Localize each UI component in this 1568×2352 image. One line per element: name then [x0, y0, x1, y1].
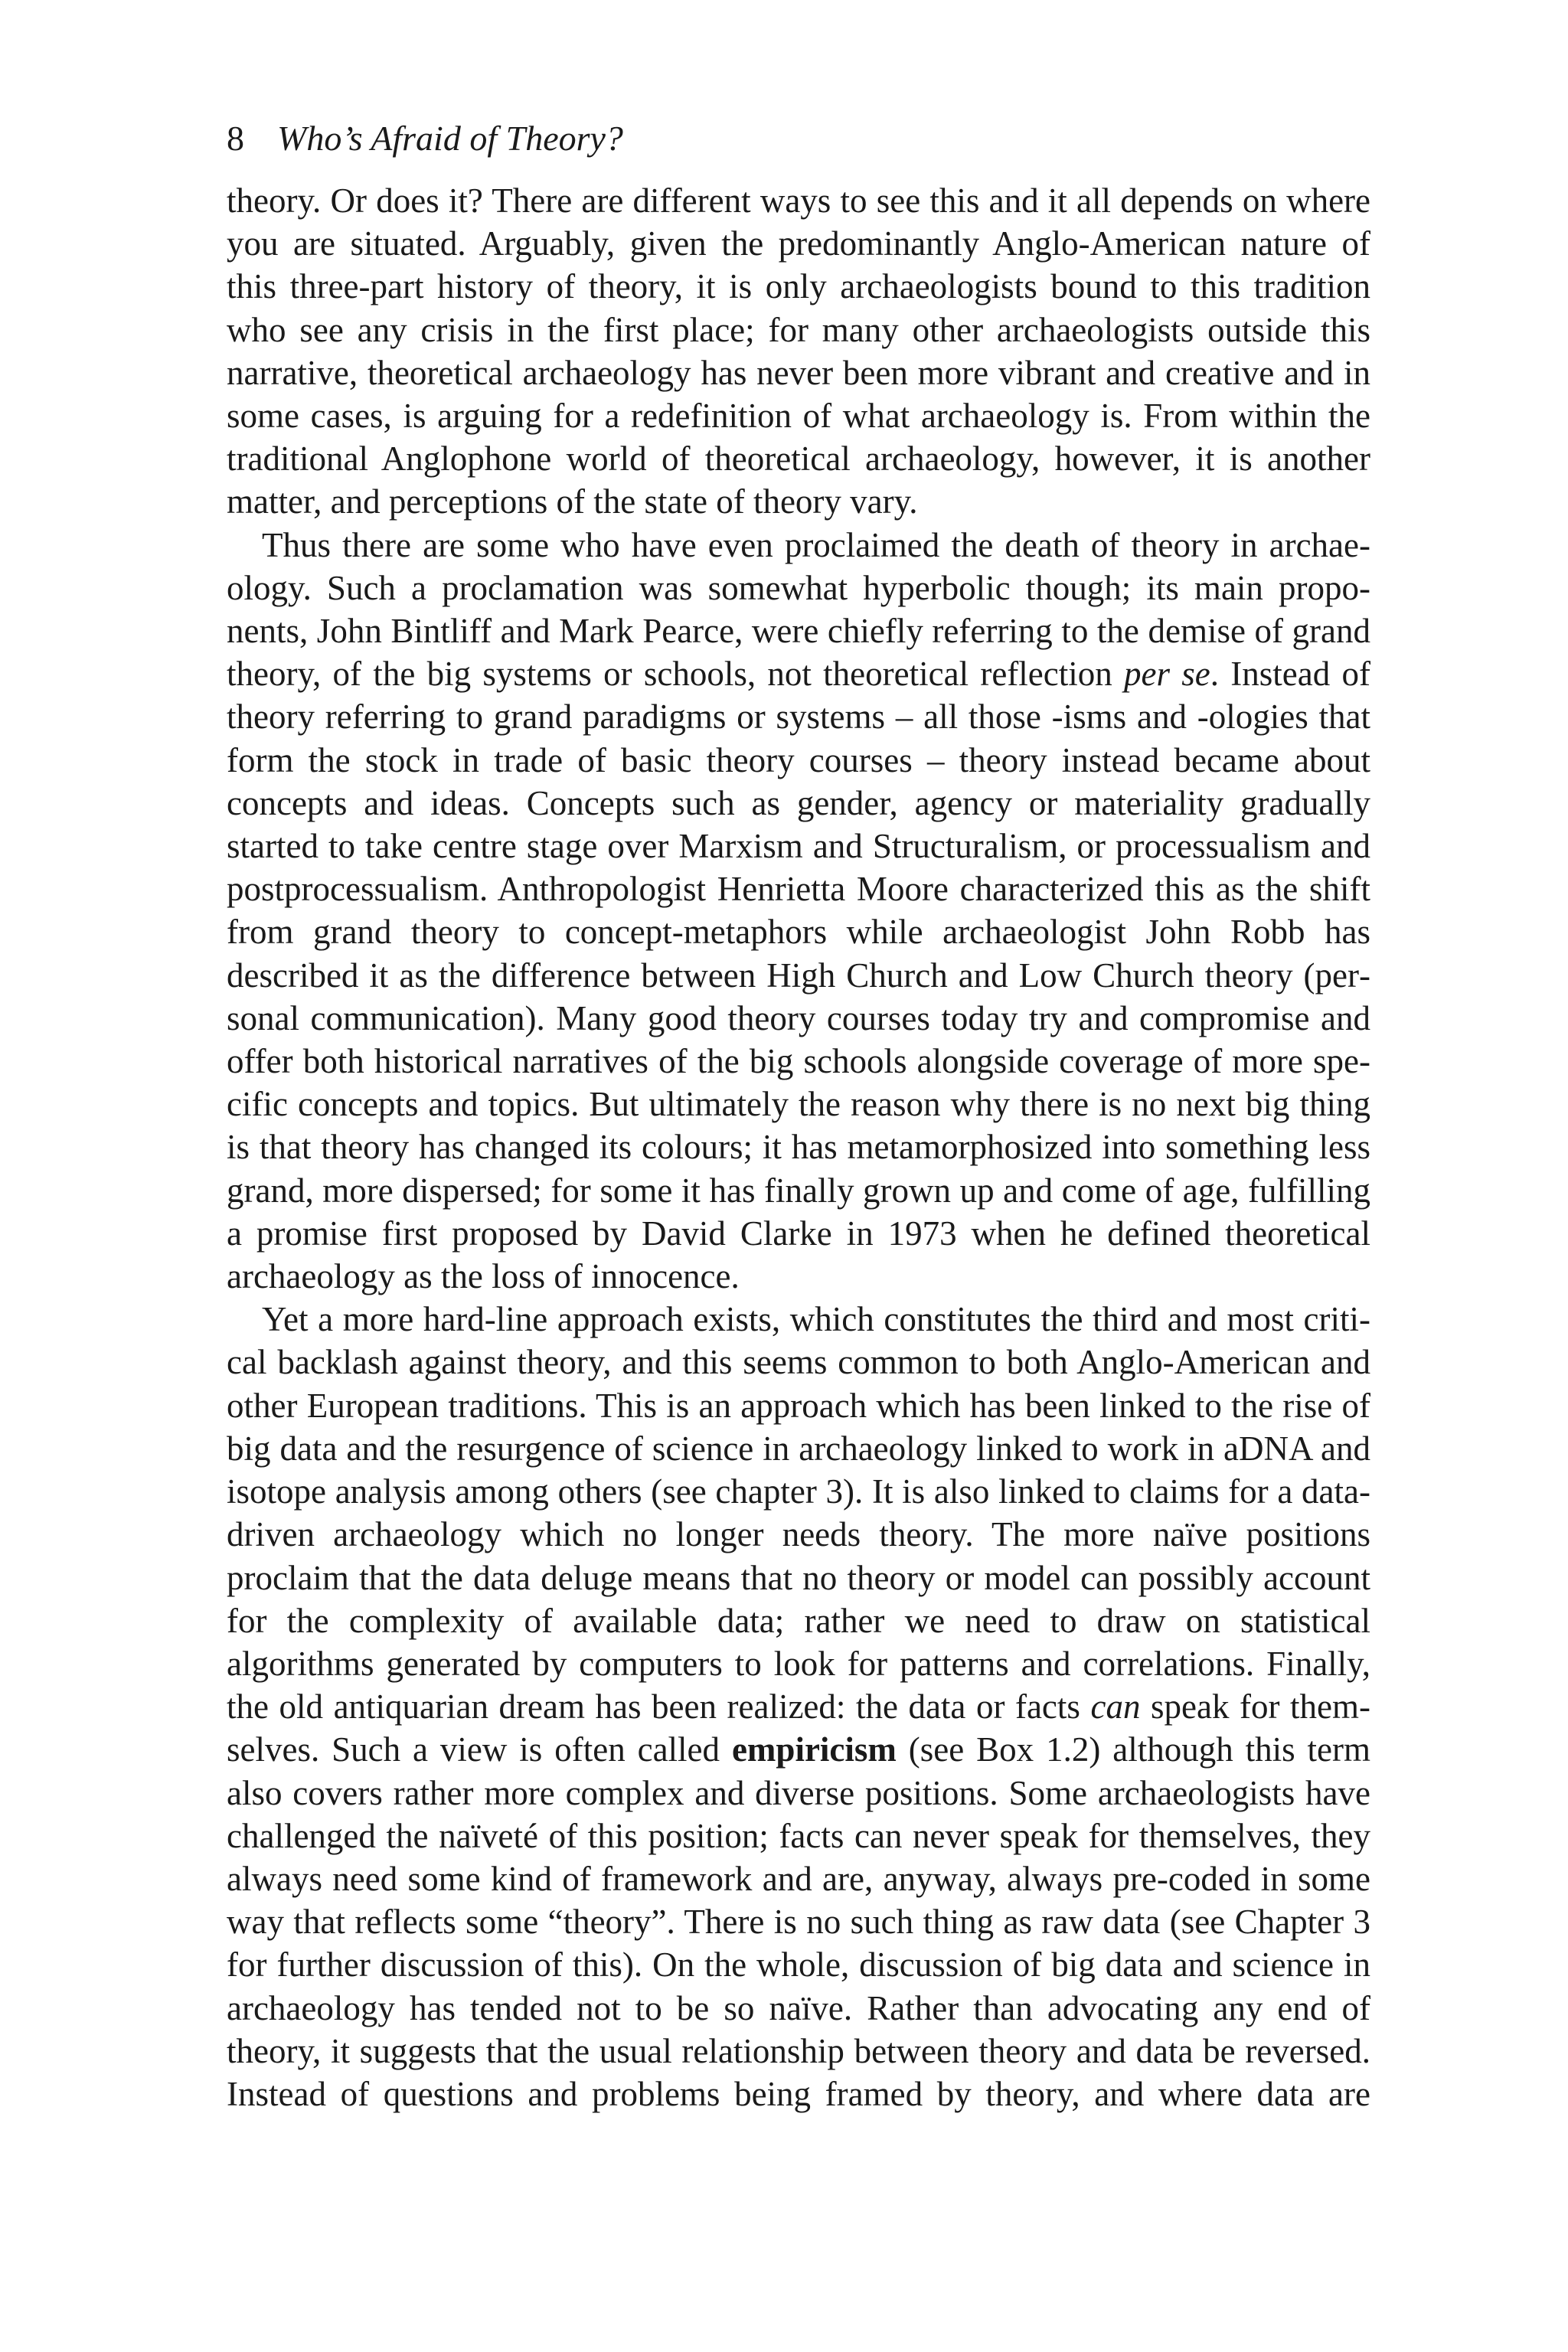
paragraph-1: theory. Or does it? There are different ways to see this and it all depends on where you are situated. Arguably, given the predominantly Anglo-American nature of this three-part history of theory, it is only archaeologists bound to this tradition who see any crisis in the first place; for many other archaeologists outside this narrative, theoretical archaeology has never been more vibrant and creative and in some cases, is arguing for a redefinition of what archaeology is. From within the traditional Anglophone world of theoretical archaeology, however, it is another matter, and perceptions of the state of theory vary.	[227, 181, 1370, 521]
running-head	[227, 115, 1375, 162]
paragraph-3-text-b: speak for themselves. Such a view is often called	[227, 1687, 1370, 1769]
paragraph-2-text-a: Thus there are some who have even proclaimed the death of theory in archaeology. Such a proclamation was somewhat hyperbolic though; its main proponents, John Bintliff and Mark Pearce, were chiefly referring to the demise of grand theory, of the big systems or schools, not theoretical reflection	[227, 525, 1370, 694]
key-term-empiricism: empiricism	[731, 1730, 897, 1769]
book-title: Who’s Afraid of Theory?	[277, 119, 623, 158]
paragraph-3-text-c: (see Box 1.2) although this term also covers rather more complex and diverse positions. Some archaeologists have challenged the naïveté of this position; facts can never speak for themselves, they always need some kind of framework and are, anyway, always pre-coded in some way that reflects some “theory”. There is no such thing as raw data (see Chapter 3 for further discussion of this). On the whole, discussion of big data and science in archaeology has tended not to be so naïve. Rather than advocating any end of theory, it suggests that the usual relationship between theory and data be reversed. Instead of questions and problems being framed by theory, and where data are	[227, 1730, 1371, 2113]
body-text	[227, 179, 1370, 2115]
page-number: 8	[227, 119, 244, 158]
paragraph-3-text-a: Yet a more hard-line approach exists, which constitutes the third and most critical backlash against theory, and this seems common to both Anglo-American and other European traditions. This is an approach which has been linked to the rise of big data and the resurgence of science in archaeology linked to work in aDNA and isotope analysis among others (see chapter 3). It is also linked to claims for a data-driven archaeology which no longer needs theory. The more naïve positions proclaim that the data deluge means that no theory or model can possibly account for the complexity of available data; rather we need to draw on statistical algorithms generated by computers to look for patterns and correlations. Finally, the old antiquarian dream has been realized: the data or facts	[227, 1300, 1370, 1726]
paragraph-2	[227, 524, 1370, 1298]
paragraph-2-text-b: . Instead of theory referring to grand paradigms or systems – all those -isms and -ologies that form the stock in trade of basic theory courses – theory instead became about concepts and ideas. Concepts such as gender, agency or materiality gradually started to take centre stage over Marxism and Structuralism, or processualism and postprocessualism. Anthropologist Henrietta Moore characterized this as the shift from grand theory to concept-metaphors while archaeologist John Robb has described it as the difference between High Church and Low Church theory (personal communication). Many good theory courses today try and compromise and offer both historical narratives of the big schools alongside coverage of more specific concepts and topics. But ultimately the reason why there is no next big thing is that theory has changed its colours; it has metamorphosized into something less grand, more dispersed; for some it has finally grown up and come of age, fulfilling a promise first proposed by David Clarke in 1973 when he defined theoretical archaeology as the loss of innocence.	[227, 655, 1370, 1296]
paragraph-3	[227, 1298, 1370, 2115]
italic-per-se: per se	[1124, 655, 1210, 694]
italic-can: can	[1090, 1687, 1141, 1726]
